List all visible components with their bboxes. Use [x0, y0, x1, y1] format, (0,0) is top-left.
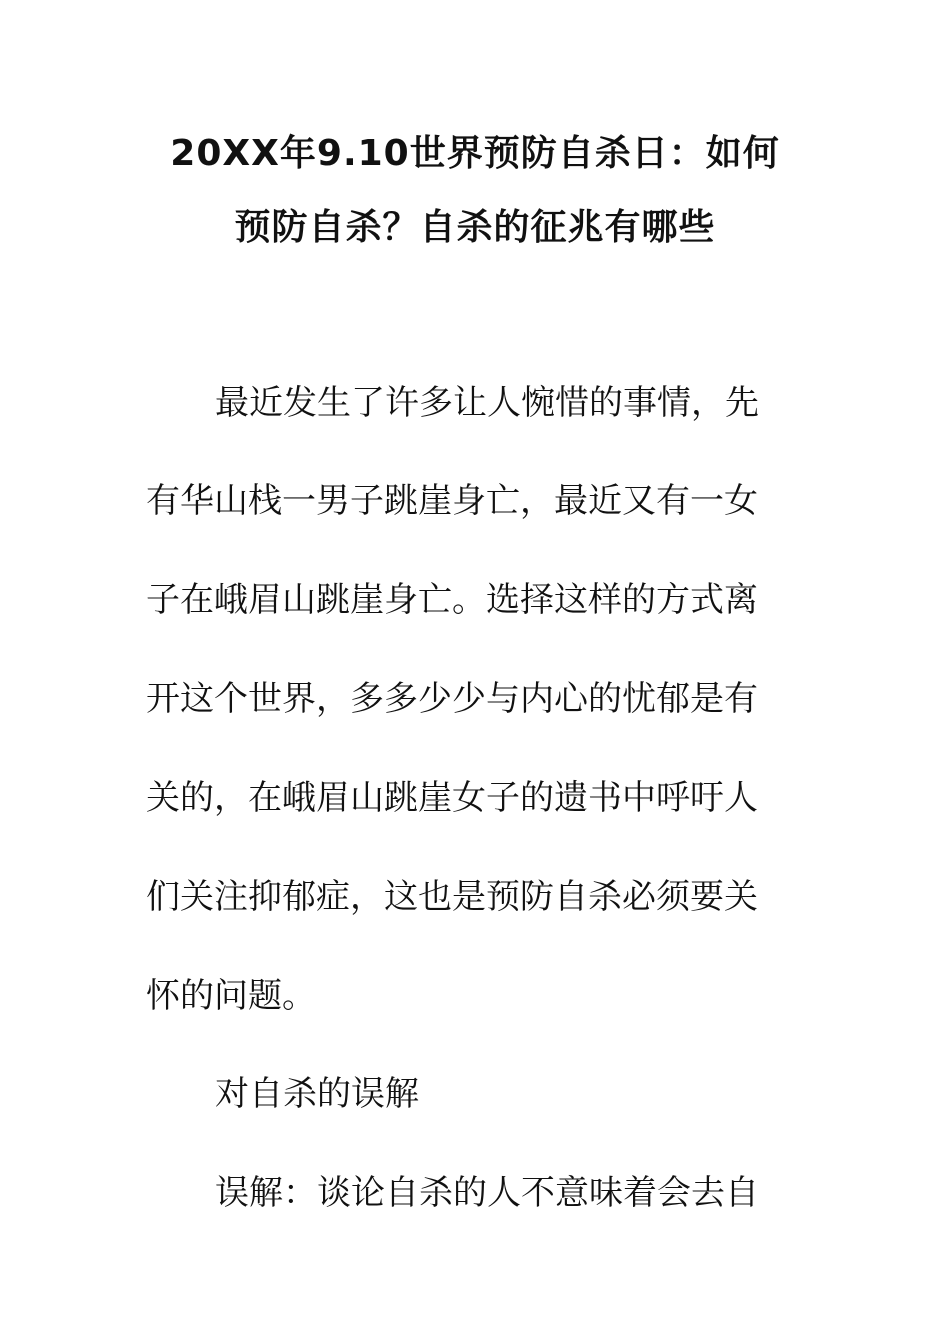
- paragraph-line: 有华山栈一男子跳崖身亡，最近又有一女: [146, 481, 758, 521]
- paragraph-line: 开这个世界，多多少少与内心的忧郁是有: [146, 679, 758, 719]
- paragraph-line: 关的，在峨眉山跳崖女子的遗书中呼吁人: [146, 778, 758, 818]
- section-heading: 对自杀的误解: [215, 1074, 419, 1114]
- paragraph-line: 们关注抑郁症，这也是预防自杀必须要关: [146, 877, 758, 917]
- document-title-line-1: 20XX年9.10世界预防自杀日：如何: [170, 133, 780, 174]
- paragraph-line: 怀的问题。: [146, 976, 316, 1016]
- document-title-line-2: 预防自杀？自杀的征兆有哪些: [234, 207, 716, 248]
- paragraph-line: 最近发生了许多让人惋惜的事情，先: [215, 383, 759, 423]
- paragraph-line: 子在峨眉山跳崖身亡。选择这样的方式离: [146, 580, 758, 620]
- paragraph-line: 误解：谈论自杀的人不意味着会去自: [215, 1173, 759, 1213]
